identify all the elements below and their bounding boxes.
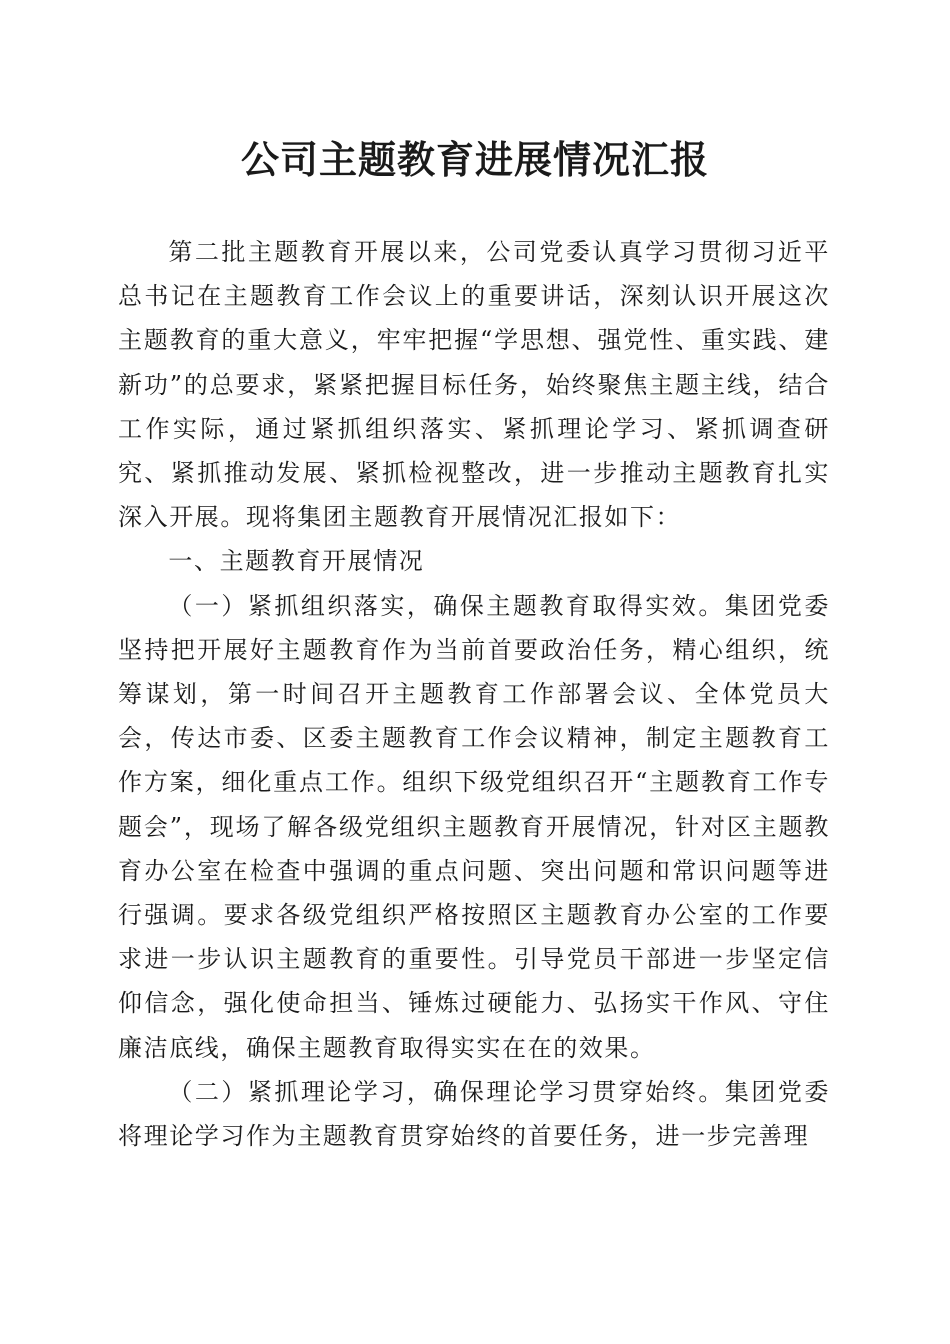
document-title: 公司主题教育进展情况汇报 [240, 137, 709, 182]
intro-paragraph: 第二批主题教育开展以来，公司党委认真学习贯彻习近平总书记在主题教育工作会议上的重要讲话，深刻认识开展这次主题教育的重大意义，牢牢把握“学思想、强党性、重实践、建新功”的总要求，紧紧把握目标任务，始终聚焦主题主线，结合工作实际，通过紧抓组织落实、紧抓理论学习、紧抓调查研究、紧抓推动发展、紧抓检视整改，进一步推动主题教育扎实深入开展。现将集团主题教育开展情况汇报如下： [118, 238, 830, 532]
section-heading-1: 一、主题教育开展情况 [168, 547, 425, 576]
section-1-item-1-paragraph: （一）紧抓组织落实，确保主题教育取得实效。集团党委坚持把开展好主题教育作为当前首要政治任务，精心组织，统筹谋划，第一时间召开主题教育工作部署会议、全体党员大会，传达市委、区委主题教育工作会议精神，制定主题教育工作方案，细化重点工作。组织下级党组织召开“主题教育工作专题会”，现场了解各级党组织主题教育开展情况，针对区主题教育办公室在检查中强调的重点问题、突出问题和常识问题等进行强调。要求各级党组织严格按照区主题教育办公室的工作要求进一步认识主题教育的重要性。引导党员干部进一步坚定信仰信念，强化使命担当、锤炼过硬能力、弘扬实干作风、守住廉洁底线，确保主题教育取得实实在在的效果。 [118, 591, 830, 1062]
document-body [118, 230, 830, 1158]
section-1-item-2-paragraph: （二）紧抓理论学习，确保理论学习贯穿始终。集团党委将理论学习作为主题教育贯穿始终的首要任务，进一步完善理 [118, 1077, 830, 1151]
